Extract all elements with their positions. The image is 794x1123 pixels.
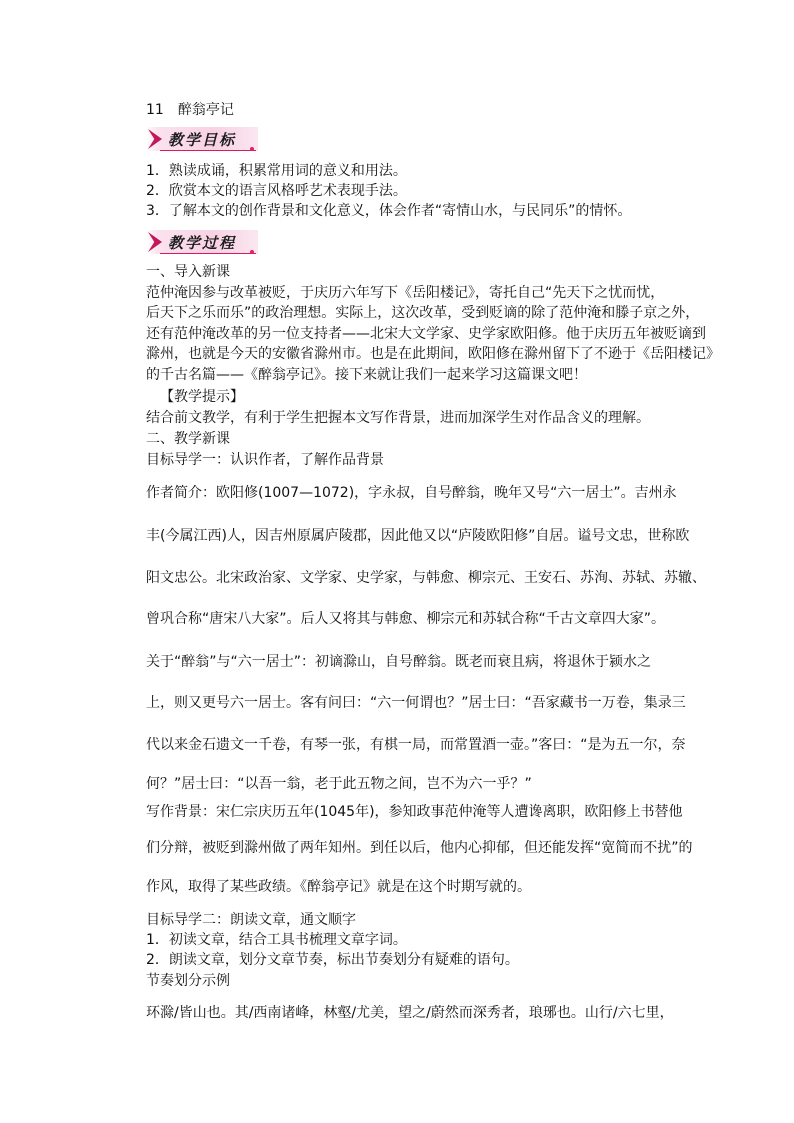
tip-label: 【教学提示】	[160, 389, 244, 405]
background-line-2: 们分辩，被贬到滁州做了两年知州。到任以后，他内心抑郁，但还能发挥“宽简而不扰”的	[146, 840, 693, 856]
intro-line-3: 还有范仲淹改革的另一位支持者——北宋大文学家、史学家欧阳修。他于庆历五年被贬谪到	[146, 326, 706, 342]
goal-item-3: 3．了解本文的创作背景和文化意义，体会作者“寄情山水，与民同乐”的情怀。	[146, 203, 632, 219]
section2-heading: 二、教学新课	[146, 431, 230, 447]
author-line-3: 阳文忠公。北宋政治家、文学家、史学家，与韩愈、柳宗元、王安石、苏洵、苏轼、苏辙、	[146, 570, 706, 586]
process-banner	[146, 230, 258, 256]
tip-text: 结合前文教学，有利于学生把握本文写作背景，进而加深学生对作品含义的理解。	[146, 410, 650, 426]
author-line-2: 丰(今属江西)人，因吉州原属庐陵郡，因此他又以“庐陵欧阳修”自居。谥号文忠，世称欧	[146, 528, 690, 544]
background-line-1: 写作背景：宋仁宗庆历五年(1045年)，参知政事范仲淹等人遭谗离职，欧阳修上书替他	[146, 804, 683, 820]
goal2-item-1: 1．初读文章，结合工具书梳理文章字词。	[146, 932, 407, 948]
intro-line-1: 范仲淹因参与改革被贬，于庆历六年写下《岳阳楼记》，寄托自己“先天下之忧而忧，	[146, 285, 665, 301]
author-line-1: 作者简介：欧阳修(1007—1072)，字永叔，自号醉翁，晚年又号“六一居士”。吉州永	[146, 485, 677, 501]
goal2-item-2: 2．朗读文章，划分文章节奏，标出节奏划分有疑难的语句。	[146, 952, 519, 968]
goals-banner-label: 教学目标	[168, 131, 237, 149]
rhythm-example-line: 环滁/皆山也。其/西南诸峰，林壑/尤美，望之/蔚然而深秀者，琅琊也。山行/六七里，	[146, 1005, 674, 1021]
author-line-4: 曾巩合称“唐宋八大家”。后人又将其与韩愈、柳宗元和苏轼合称“千古文章四大家”。	[146, 611, 666, 627]
name-line-3: 代以来金石遗文一千卷，有琴一张，有棋一局，而常置酒一壶。”客曰：“是为五一尔，奈	[146, 737, 686, 753]
intro-line-4: 滁州，也就是今天的安徽省滁州市。也是在此期间，欧阳修在滁州留下了不逊于《岳阳楼记》	[146, 346, 720, 362]
process-banner-label: 教学过程	[168, 234, 237, 252]
rhythm-heading: 节奏划分示例	[146, 973, 230, 989]
goal-item-1: 1．熟读成诵，积累常用词的意义和用法。	[146, 163, 407, 179]
goal1-heading: 目标导学一：认识作者，了解作品背景	[146, 452, 384, 468]
section1-heading: 一、导入新课	[146, 264, 230, 280]
intro-line-5: 的千古名篇——《醉翁亭记》。接下来就让我们一起来学习这篇课文吧！	[146, 367, 587, 383]
goal-item-2: 2．欣赏本文的语言风格呼艺术表现手法。	[146, 183, 407, 199]
lesson-title: 11 醉翁亭记	[146, 102, 234, 118]
name-line-4: 何？”居士曰：“以吾一翁，老于此五物之间，岂不为六一乎？”	[146, 776, 532, 792]
intro-line-2: 后天下之乐而乐”的政治理想。实际上，这次改革，受到贬谪的除了范仲淹和滕子京之外，	[146, 305, 700, 321]
name-line-1: 关于“醉翁”与“六一居士”：初谪滁山，自号醉翁。既老而衰且病，将退休于颍水之	[146, 654, 652, 670]
goal2-heading: 目标导学二：朗读文章，通文顺字	[146, 912, 356, 928]
name-line-2: 上，则又更号六一居士。客有问曰：“六一何谓也？”居士曰：“吾家藏书一万卷，集录三	[146, 695, 686, 711]
background-line-3: 作风，取得了某些政绩。《醉翁亭记》就是在这个时期写就的。	[146, 879, 531, 895]
goals-banner	[146, 127, 258, 153]
